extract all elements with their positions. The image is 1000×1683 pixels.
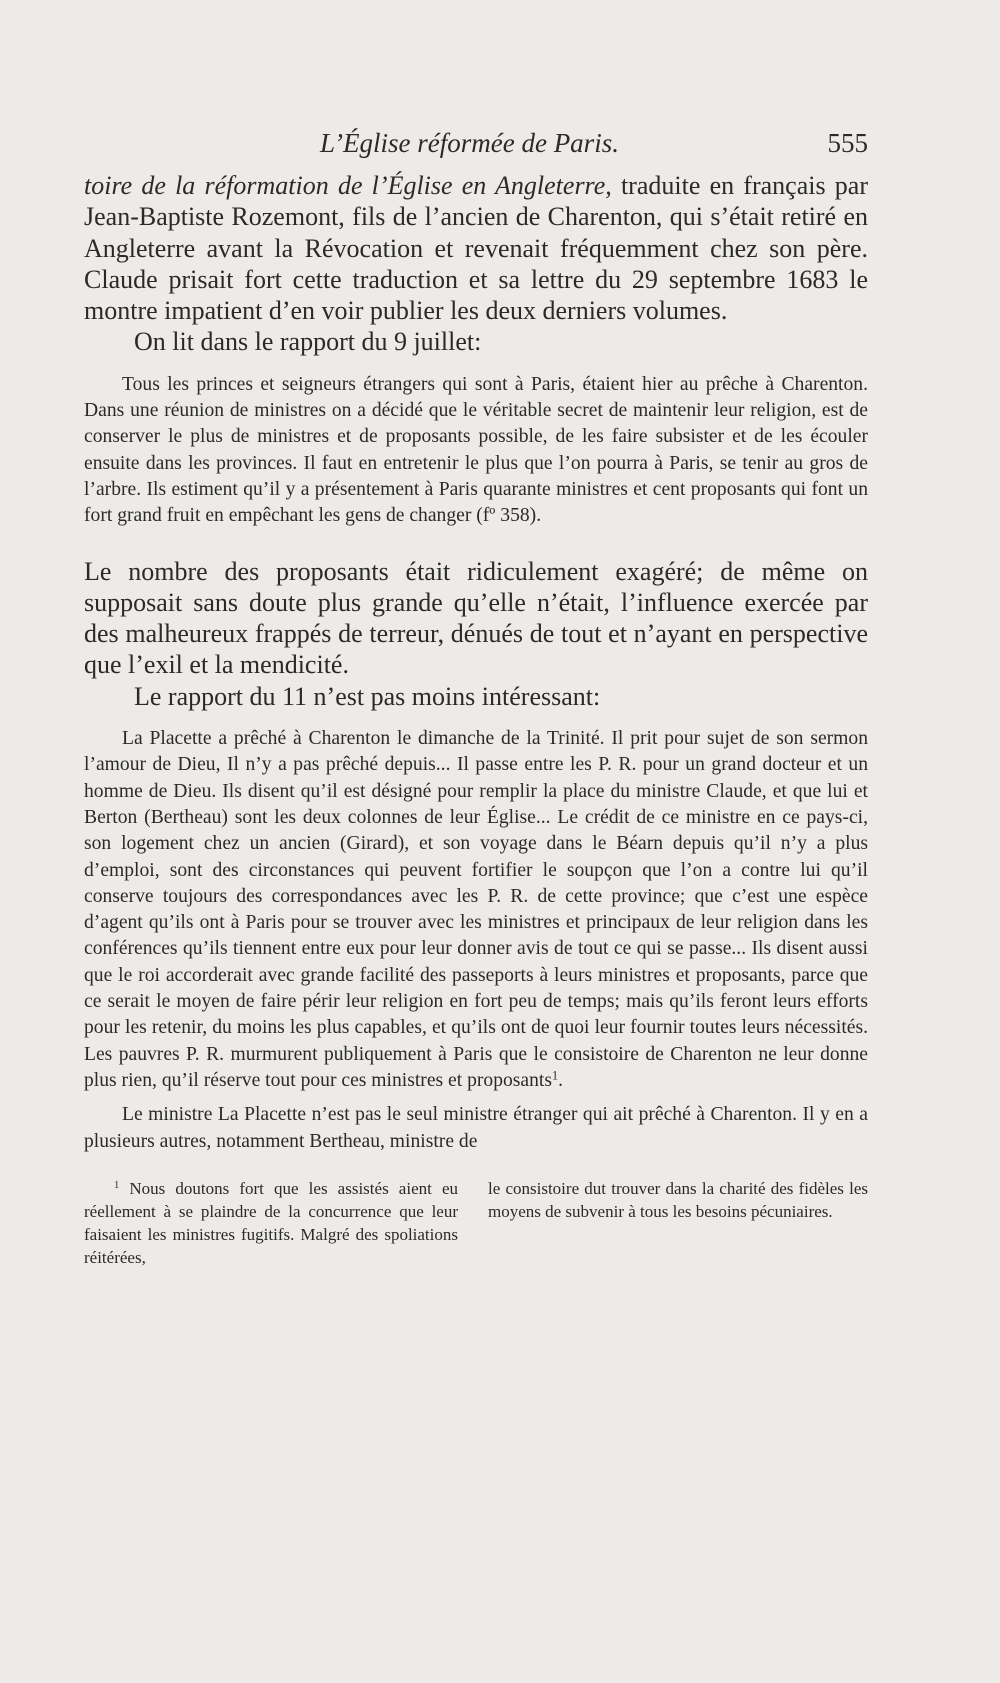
quoted-report-continuation (84, 1102, 868, 1155)
quote-end-punctuation: . (558, 1069, 563, 1091)
book-title-italic: toire de la réformation de l’Église en Angleterre, (84, 171, 612, 200)
paragraph-intro-quote (84, 326, 868, 357)
paragraph-text: traduite en français par Jean-Baptiste Rozemont, fils de l’ancien de Charenton, qui s’était retiré en Angleterre avant la Révocation et revenait fréquemment chez son père. Claude prisait fort cette traduction et sa lettre du 29 septembre 1683 le montre impatient d’en voir publier les deux derniers volumes. (84, 171, 868, 326)
footnote-text: Nous doutons fort que les assistés aient eu réellement à se plaindre de la concurrence que leur faisaient les ministres fugitifs. Malgré des spoliations réitérées, (84, 1178, 458, 1267)
page-number: 555 (827, 128, 868, 158)
spacer (84, 1094, 868, 1102)
paragraph-text: On lit dans le rapport du 9 juillet: (134, 327, 482, 357)
quoted-report-july-11 (84, 726, 868, 1094)
footnote-marker: 1 (114, 1180, 120, 1191)
running-head (84, 128, 868, 164)
paragraph-continued (84, 170, 868, 326)
paragraph-text: Le nombre des proposants était ridiculement exagéré; de même on supposait sans doute plus grande qu’elle n’était, l’influence exercée par des malheureux frappés de terreur, dénués de tout et n’ayant en perspective que l’exil et la mendicité. (84, 556, 868, 680)
quote-text: La Placette a prêché à Charenton le dimanche de la Trinité. Il prit pour sujet de son sermon l’amour de Dieu, Il n’y a pas prêché depuis... Il passe entre les P. R. pour un grand docteur et un homme de Dieu. Ils disent qu’il est désigné pour remplir la place du ministre Claude, et que lui et Berton (Bertheau) sont les deux colonnes de leur Église... Le crédit de ce ministre en ce pays-ci, son logement chez un ancien (Girard), et son voyage dans le Béarn depuis qu’il n’y a plus d’emploi, sont des circonstances qui peuvent fortifier le soupçon que l’on a contre lui qu’il conserve toujours des correspondances avec les P. R. de cette province; que c’est une espèce d’agent qu’ils ont à Paris pour se trouver avec les ministres et principaux de leur religion dans les conférences qu’ils tiennent entre eux pour leur donner avis de tout ce qui se passe... Ils disent aussi que le roi accorderait avec grande facilité des passeports à leurs ministres et proposants, parce que ce serait le moyen de faire périr leur religion en fort peu de temps; mais qu’ils feront leurs efforts pour les retenir, du moins les plus capables, et qu’ils ont de quoi leur fournir toutes leurs nécessités. Les pauvres P. R. murmurent publiquement à Paris que le consistoire de Charenton ne leur donne plus rien, qu’il réserve tout pour ces ministres et proposants (84, 728, 868, 1091)
paragraph-text: Le rapport du 11 n’est pas moins intéressant: (134, 681, 601, 711)
spacer (84, 1155, 868, 1177)
spacer (84, 712, 868, 726)
spacer (84, 530, 868, 556)
footnote-column-right (488, 1177, 868, 1269)
footnote-text: le consistoire dut trouver dans la charité des fidèles les moyens de subvenir à tous les besoins pécuniaires. (488, 1178, 868, 1221)
footnote-column-left (84, 1177, 458, 1269)
footnotes (84, 1177, 868, 1269)
quote-text: Le ministre La Placette n’est pas le seul ministre étranger qui ait prêché à Charenton. Il y en a plusieurs autres, notamment Bertheau, ministre de (84, 1104, 868, 1152)
quoted-report-july-9 (84, 372, 868, 530)
paragraph-commentary (84, 556, 868, 681)
footnote-reference: 1 (551, 1068, 559, 1083)
quote-text: Tous les princes et seigneurs étrangers qui sont à Paris, étaient hier au prêche à Charenton. Dans une réunion de ministres on a décidé que le véritable secret de maintenir leur religion, est de conserver le plus de ministres et de proposants possible, de les faire subsister et de les écouler ensuite dans les provinces. Il faut en entretenir le plus que l’on pourra à Paris, se tenir au gros de l’arbre. Ils estiment qu’il y a présentement à Paris quarante ministres et cent proposants qui font un fort grand fruit en empêchant les gens de changer (fº 358). (84, 373, 868, 527)
spacer (84, 358, 868, 372)
paragraph-intro-quote (84, 681, 868, 712)
running-title: L’Église réformée de Paris. (320, 128, 619, 158)
